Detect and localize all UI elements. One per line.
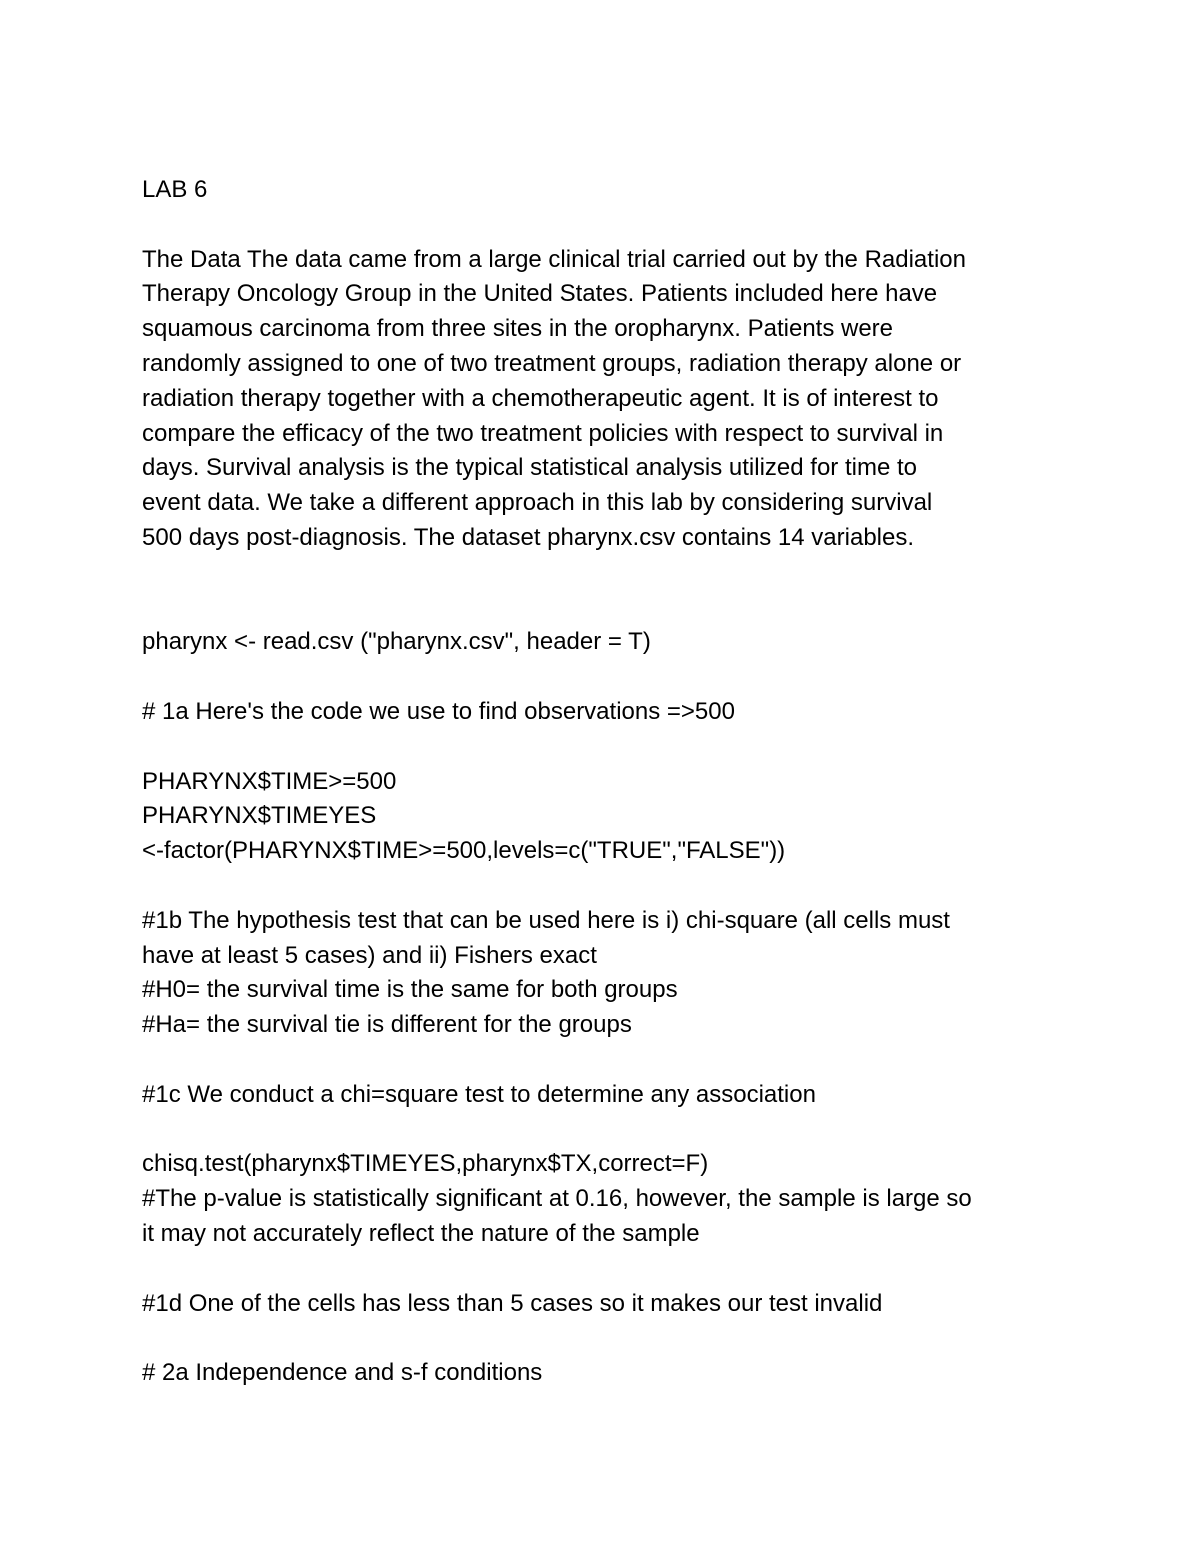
intro-line: days. Survival analysis is the typical statistical analysis utilized for time to: [142, 454, 917, 482]
spacer: [142, 869, 1072, 904]
q1c-comment: #1c We conduct a chi=square test to determine any association: [142, 1080, 816, 1108]
q1c-code-block: [142, 1147, 1072, 1251]
spacer: [142, 660, 1072, 695]
q1b-line: #1b The hypothesis test that can be used here is i) chi-square (all cells must: [142, 906, 950, 934]
code-line: <-factor(PHARYNX$TIME>=500,levels=c("TRUE","FALSE")): [142, 837, 786, 865]
spacer: [142, 208, 1072, 243]
intro-line: Therapy Oncology Group in the United States. Patients included here have: [142, 280, 938, 308]
q1b-line: #H0= the survival time is the same for both groups: [142, 976, 678, 1004]
spacer: [142, 1252, 1072, 1287]
q1d-text: #1d One of the cells has less than 5 cases so it makes our test invalid: [142, 1289, 883, 1317]
intro-line: The Data The data came from a large clinical trial carried out by the Radiation: [142, 245, 966, 273]
q1b-block: [142, 904, 1072, 1043]
intro-line: randomly assigned to one of two treatment groups, radiation therapy alone or: [142, 349, 962, 377]
intro-line: compare the efficacy of the two treatment policies with respect to survival in: [142, 419, 944, 447]
code-line: chisq.test(pharynx$TIMEYES,pharynx$TX,correct=F): [142, 1150, 709, 1178]
spacer: [142, 556, 1072, 626]
intro-line: squamous carcinoma from three sites in the oropharynx. Patients were: [142, 315, 894, 343]
q1a-comment: # 1a Here's the code we use to find observations =>500: [142, 697, 735, 725]
spacer: [142, 1113, 1072, 1148]
code-line: PHARYNX$TIME>=500: [142, 767, 397, 795]
q1a-code-block: [142, 765, 1072, 869]
intro-paragraph: [142, 243, 1072, 556]
intro-line: 500 days post-diagnosis. The dataset pharynx.csv contains 14 variables.: [142, 523, 915, 551]
code-line: PHARYNX$TIMEYES: [142, 802, 377, 830]
intro-line: radiation therapy together with a chemotherapeutic agent. It is of interest to: [142, 384, 939, 412]
intro-line: event data. We take a different approach in this lab by considering survival: [142, 489, 933, 517]
spacer: [142, 1043, 1072, 1078]
read-csv-code: pharynx <- read.csv ("pharynx.csv", header = T): [142, 628, 651, 656]
document-title: LAB 6: [142, 176, 208, 203]
document-body: [142, 173, 1072, 1391]
spacer: [142, 730, 1072, 765]
code-line: it may not accurately reflect the nature of the sample: [142, 1219, 700, 1247]
q2a-text: # 2a Independence and s-f conditions: [142, 1359, 543, 1387]
q1b-line: have at least 5 cases) and ii) Fishers exact: [142, 941, 597, 969]
code-line: #The p-value is statistically significant at 0.16, however, the sample is large so: [142, 1185, 972, 1213]
spacer: [142, 1321, 1072, 1356]
q1b-line: #Ha= the survival tie is different for the groups: [142, 1011, 632, 1039]
